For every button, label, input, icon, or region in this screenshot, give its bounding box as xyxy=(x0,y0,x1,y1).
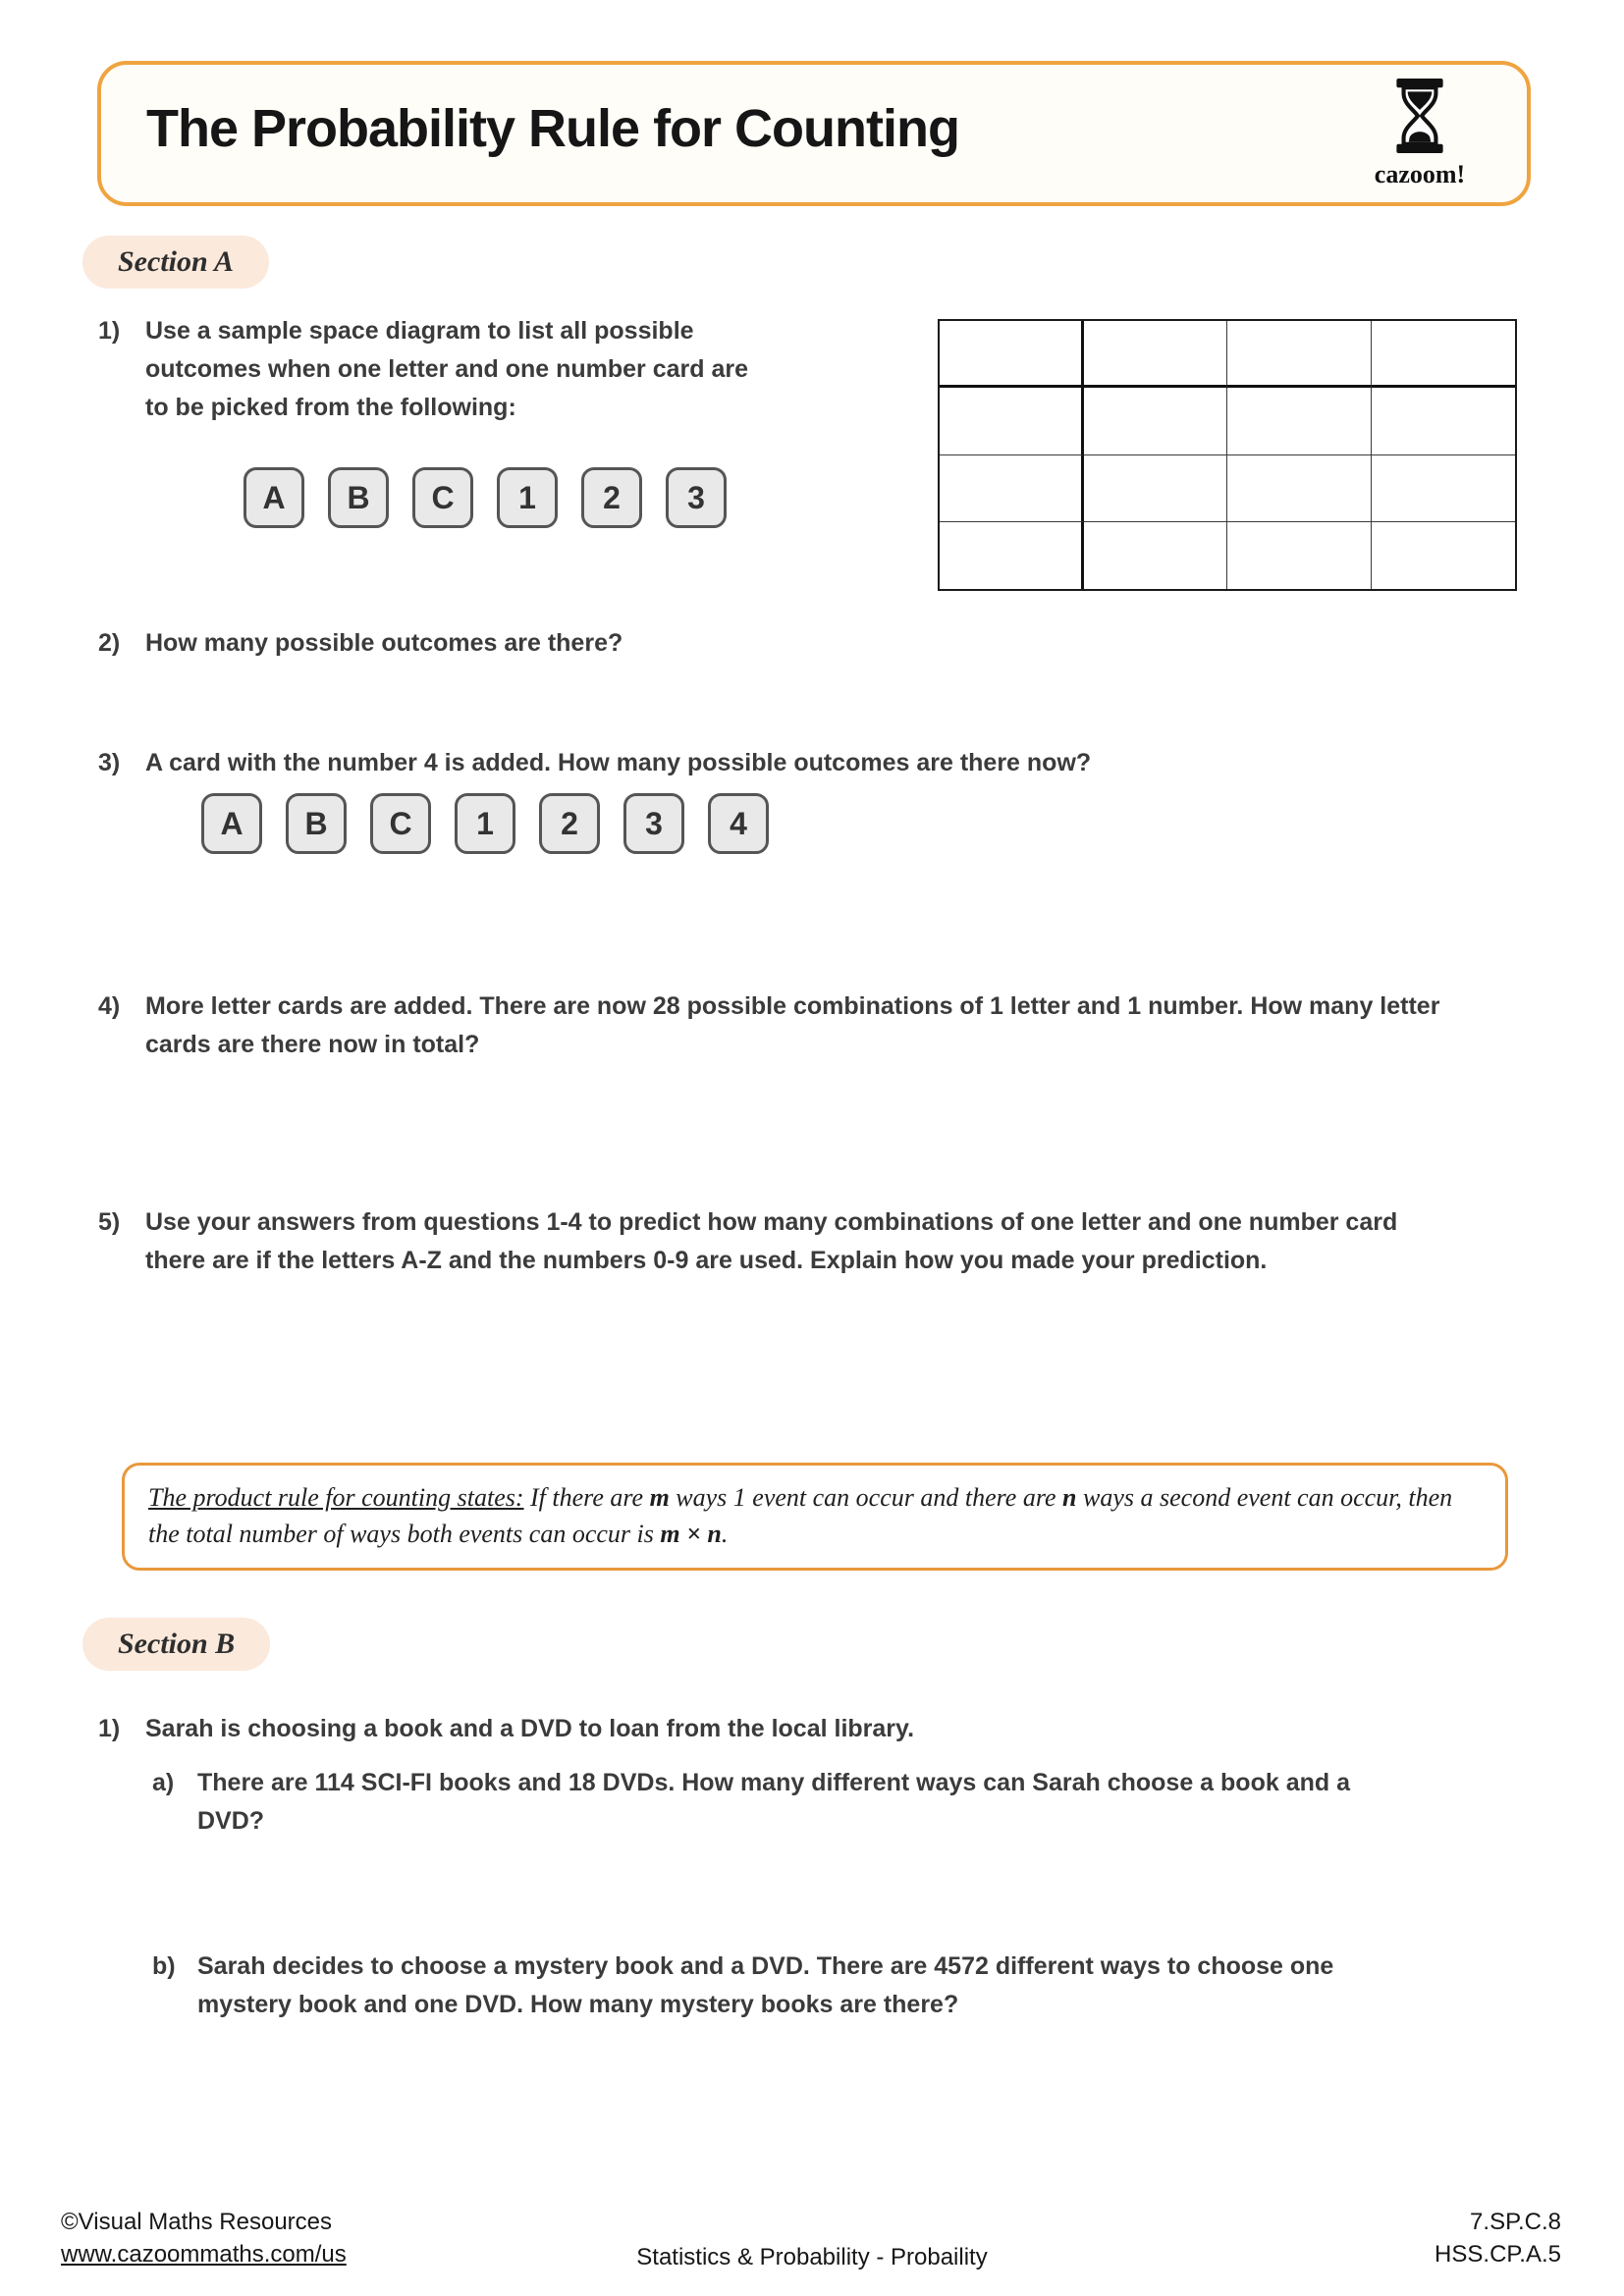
table-cell xyxy=(940,455,1084,522)
callout-text: . xyxy=(721,1520,729,1548)
number-card: 2 xyxy=(581,467,642,528)
callout-var-m: m xyxy=(649,1483,670,1512)
standard-code-1: 7.SP.C.8 xyxy=(1470,2209,1561,2235)
question-a2 xyxy=(98,624,1029,663)
table-cell xyxy=(1372,455,1516,522)
letter-card: A xyxy=(201,793,262,854)
cazoom-logo xyxy=(1356,79,1484,189)
product-rule-callout xyxy=(122,1463,1508,1571)
question-b1-text: Sarah is choosing a book and a DVD to loan from the local library. xyxy=(145,1715,915,1742)
question-b1a xyxy=(152,1764,1405,1841)
callout-var-n: n xyxy=(1062,1483,1077,1512)
card-row-q3 xyxy=(201,793,769,854)
question-a5-text: Use your answers from questions 1-4 to predict how many combinations of one letter and one number card there are if the letters A-Z and the numbers 0-9 are used. Explain how you made your prediction. xyxy=(145,1208,1398,1274)
logo-text: cazoom! xyxy=(1374,160,1466,188)
question-b1b xyxy=(152,1948,1366,2024)
number-card: 1 xyxy=(497,467,558,528)
question-a5 xyxy=(98,1203,1451,1280)
card-row-q1 xyxy=(244,467,727,528)
copyright-text: ©Visual Maths Resources xyxy=(61,2209,333,2235)
footer-topic: Statistics & Probability - Probaility xyxy=(636,2244,988,2270)
question-b1a-text: There are 114 SCI-FI books and 18 DVDs. How many different ways can Sarah choose a book and a DVD? xyxy=(197,1769,1350,1835)
callout-text: If there are xyxy=(523,1483,650,1512)
number-card: 1 xyxy=(455,793,515,854)
question-a2-text: How many possible outcomes are there? xyxy=(145,629,623,657)
table-cell xyxy=(1372,388,1516,454)
footer-standards xyxy=(1435,2206,1561,2270)
table-cell xyxy=(1084,388,1228,454)
callout-text: ways 1 event can occur and there are xyxy=(669,1483,1063,1512)
number-card: 3 xyxy=(623,793,684,854)
question-b1b-number: b) xyxy=(152,1952,176,1980)
number-card: 3 xyxy=(666,467,727,528)
callout-lead: The product rule for counting states: xyxy=(148,1483,524,1512)
standard-code-2: HSS.CP.A.5 xyxy=(1435,2241,1561,2268)
question-a1-text: Use a sample space diagram to list all possible outcomes when one letter and one number card are to be picked from the following: xyxy=(145,317,749,421)
question-a5-number: 5) xyxy=(98,1208,121,1236)
table-cell xyxy=(1084,321,1228,388)
letter-card: A xyxy=(244,467,304,528)
letter-card: B xyxy=(328,467,389,528)
letter-card: C xyxy=(370,793,431,854)
question-b1a-number: a) xyxy=(152,1769,175,1796)
cazoom-link[interactable]: www.cazoommaths.com/us xyxy=(61,2241,347,2268)
question-a3-text: A card with the number 4 is added. How many possible outcomes are there now? xyxy=(145,749,1092,776)
question-a3 xyxy=(98,744,1481,782)
table-cell xyxy=(940,522,1084,589)
letter-card: B xyxy=(286,793,347,854)
table-cell xyxy=(1227,522,1372,589)
title-box xyxy=(97,61,1531,206)
question-a1 xyxy=(98,312,754,427)
table-cell xyxy=(1372,522,1516,589)
table-cell xyxy=(1227,321,1372,388)
question-a4-number: 4) xyxy=(98,992,121,1020)
number-card: 4 xyxy=(708,793,769,854)
question-a3-number: 3) xyxy=(98,749,121,776)
section-b-label: Section B xyxy=(118,1628,236,1660)
question-a1-number: 1) xyxy=(98,317,121,345)
question-a4 xyxy=(98,988,1451,1064)
callout-var-mn: m × n xyxy=(660,1520,722,1548)
number-card: 2 xyxy=(539,793,600,854)
question-a4-text: More letter cards are added. There are now 28 possible combinations of 1 letter and 1 number. How many letter cards are there now in total? xyxy=(145,992,1440,1058)
table-cell xyxy=(1084,455,1228,522)
table-cell xyxy=(1084,522,1228,589)
question-b1-number: 1) xyxy=(98,1715,121,1742)
table-cell xyxy=(1227,455,1372,522)
section-a-label: Section A xyxy=(118,245,235,278)
table-cell xyxy=(940,388,1084,454)
section-b-heading xyxy=(82,1618,270,1671)
letter-card: C xyxy=(412,467,473,528)
table-cell xyxy=(940,321,1084,388)
hourglass-icon xyxy=(1393,79,1446,153)
sample-space-table xyxy=(938,319,1517,591)
table-cell xyxy=(1372,321,1516,388)
question-a2-number: 2) xyxy=(98,629,121,657)
question-b1b-text: Sarah decides to choose a mystery book and a DVD. There are 4572 different ways to choose one mystery book and one DVD. How many mystery books are there? xyxy=(197,1952,1334,2018)
page-title: The Probability Rule for Counting xyxy=(146,99,959,158)
section-a-heading xyxy=(82,236,269,289)
question-b1 xyxy=(98,1710,1481,1748)
callout-text: ways a second event can occur, then the total number of ways both events can occur is xyxy=(148,1483,1453,1548)
table-cell xyxy=(1227,388,1372,454)
